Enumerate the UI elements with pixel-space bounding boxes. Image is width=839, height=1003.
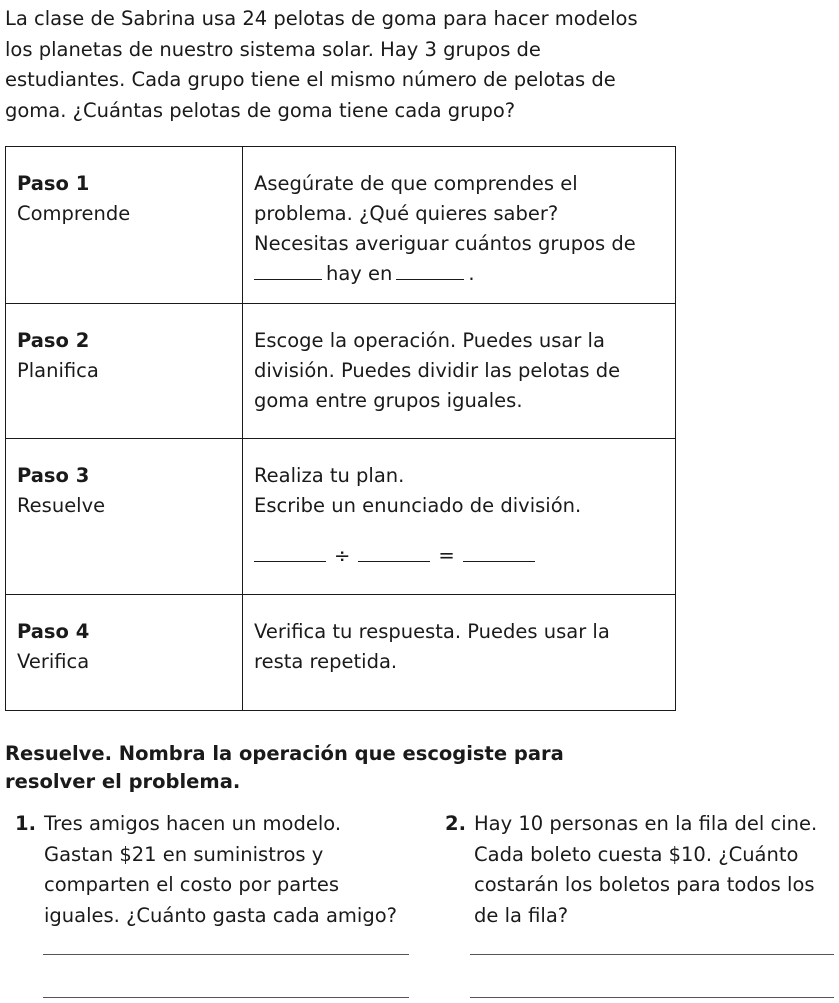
intro-line: La clase de Sabrina usa 24 pelotas de goma para hacer modelos [5,7,638,30]
step-label-cell [6,304,243,439]
step-text-line: Necesitas averiguar cuántos grupos de [254,232,636,255]
exercise-text [44,809,397,931]
intro-line: goma. ¿Cuántas pelotas de goma tiene cada grupo? [5,98,516,122]
step-text-line: Realiza tu plan. [254,464,405,487]
step-verb: Verifica [17,650,90,673]
step-text-line: división. Puedes dividir las pelotas de [254,359,621,382]
step-label-cell [6,595,243,711]
instruction-line: resolver el problema. [5,770,241,793]
step-label-cell [6,147,243,304]
step-row-4 [6,595,676,711]
step-body-cell [243,147,676,304]
step-name: Paso 2 [17,329,90,352]
step-text-line: Escribe un enunciado de división. [254,494,582,517]
divisor-blank[interactable] [358,541,430,562]
exercise-text-line: Gastan $21 en suministros y [44,842,324,866]
exercise-1-answer-line[interactable] [43,997,409,998]
intro-line: estudiantes. Cada grupo tiene el mismo número de pelotas de [5,68,616,91]
step-verb: Resuelve [17,494,106,517]
exercise-text-line: Tres amigos hacen un modelo. [44,812,342,835]
step-row-2 [6,304,676,439]
step-verb: Comprende [17,202,131,225]
step-text-line: Asegúrate de que comprendes el [254,172,578,195]
dividend-blank[interactable] [254,541,326,562]
step-text-line: goma entre grupos iguales. [254,389,523,412]
step-label-cell [6,439,243,595]
exercise-1-answer-line[interactable] [43,954,409,955]
answer-blank[interactable] [254,259,322,280]
step-verb: Planifica [17,359,99,382]
exercise-text-line: Cada boleto cuesta $10. ¿Cuánto [474,842,799,866]
word-problem-intro [5,4,805,126]
step-row-1 [6,147,676,304]
exercise-text-line: comparten el costo por partes [44,873,340,896]
answer-blank[interactable] [396,259,464,280]
step-name: Paso 3 [17,464,90,487]
blank-end-punctuation: . [468,262,475,285]
step-body-cell [243,304,676,439]
step-name: Paso 1 [17,172,90,195]
division-sentence [254,541,667,571]
instruction-line: Resuelve. Nombra la operación que escogiste para [5,742,564,765]
exercise-number: 2. [445,812,466,835]
exercise-text-line: de la fila? [474,903,569,927]
section-instruction [5,740,625,796]
step-name: Paso 4 [17,620,90,643]
exercise-text-line: Hay 10 personas en la fila del cine. [474,812,818,835]
blank-connector-text: hay en [326,262,393,285]
exercise-2-answer-line[interactable] [470,997,834,998]
step-text-line: problema. ¿Qué quieres saber? [254,202,559,225]
quotient-blank[interactable] [463,541,535,562]
step-text-line: resta repetida. [254,650,398,673]
exercise-text-line: iguales. ¿Cuánto gasta cada amigo? [44,903,397,927]
division-sign: ÷ [334,544,351,567]
exercise-2-answer-line[interactable] [470,954,834,955]
intro-line: los planetas de nuestro sistema solar. Hay 3 grupos de [5,37,541,61]
step-body-cell [243,439,676,595]
step-body-cell [243,595,676,711]
exercise-text [474,809,817,931]
exercise-text-line: costarán los boletos para todos los [474,873,815,896]
exercise-number: 1. [15,812,36,835]
step-text-line: Escoge la operación. Puedes usar la [254,329,605,352]
step-text-line: Verifica tu respuesta. Puedes usar la [254,620,610,643]
problem-solving-steps-table [5,146,676,711]
step-row-3 [6,439,676,595]
equals-sign: = [438,544,455,567]
